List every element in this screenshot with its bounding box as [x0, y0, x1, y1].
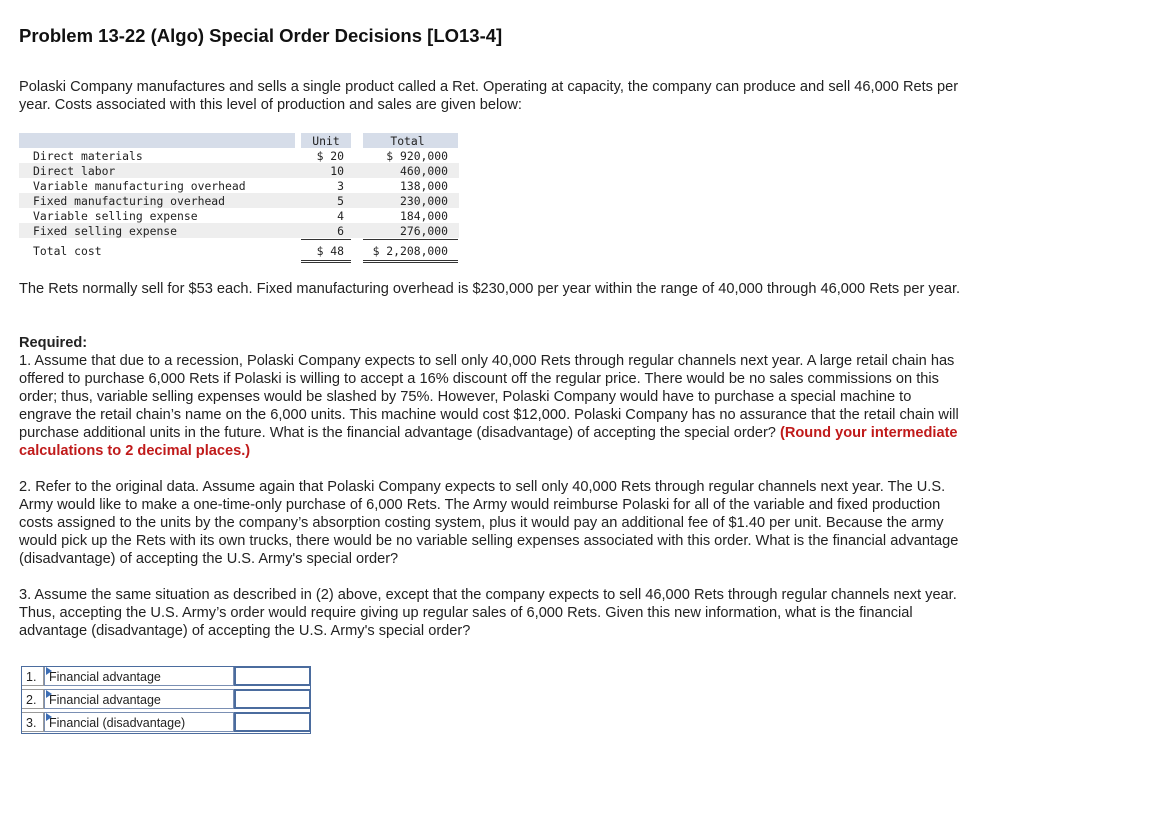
table-row [19, 148, 459, 163]
row-unit: $ 20 [316, 149, 344, 163]
row-label: Variable selling expense [33, 209, 198, 223]
answer-label-dropdown[interactable]: Financial (disadvantage) [44, 712, 234, 732]
row-total: 184,000 [399, 209, 448, 223]
row-unit: 6 [337, 224, 344, 238]
marker-arrow-icon [46, 667, 52, 675]
requirement-2: 2. Refer to the original data. Assume again that Polaski Company expects to sell only 40,000 Rets through regular channels next year. The U.S. Army would like to make a one-time-only purchase of 6,000 Rets. The Army would reimburse Polaski for all of the variable and fixed production costs assigned to the units by the company’s absorption costing system, plus it would pay an additional fee of $1.40 per unit. Because the army would pick up the Rets with its own trucks, there would be no variable selling expenses associated with this order. What is the financial advantage (disadvantage) of accepting the U.S. Army's special order? [19, 479, 959, 567]
row-total: $ 920,000 [386, 149, 448, 163]
page-title: Problem 13-22 (Algo) Special Order Decisions [LO13-4] [19, 25, 503, 46]
answer-label-dropdown[interactable]: Financial advantage [44, 689, 234, 709]
answer-input[interactable] [234, 689, 311, 709]
row-total: 276,000 [399, 224, 448, 238]
requirement-3: 3. Assume the same situation as described in (2) above, except that the company expects to sell 46,000 Rets through regular channels next year. Thus, accepting the U.S. Army’s order would require giving up regular sales of 6,000 Rets. Given this new information, what is the financial advantage (disadvantage) of accepting the U.S. Army's special order? [19, 587, 957, 639]
answer-number: 3. [21, 712, 44, 732]
row-label: Direct materials [33, 149, 143, 163]
row-total: 138,000 [399, 179, 448, 193]
total-unit: $ 48 [316, 244, 344, 258]
row-total: 460,000 [399, 164, 448, 178]
row-unit: 5 [337, 194, 344, 208]
total-label: Total cost [33, 244, 102, 258]
marker-arrow-icon [46, 690, 52, 698]
row-label: Fixed selling expense [33, 224, 178, 238]
double-rule-unit-1 [301, 260, 351, 261]
table-row [19, 223, 459, 238]
table-row [19, 193, 459, 208]
row-unit: 3 [337, 179, 344, 193]
answer-input[interactable] [234, 666, 311, 686]
required-label: Required: [19, 335, 88, 351]
table-row [19, 163, 459, 178]
subtotal-rule-total [363, 239, 458, 240]
row-label: Fixed manufacturing overhead [33, 194, 226, 208]
table-row [19, 208, 459, 223]
subtotal-rule-unit [301, 239, 351, 240]
header-total: Total [390, 134, 425, 148]
intro-paragraph: Polaski Company manufactures and sells a single product called a Ret. Operating at capacity, the company can produce and sell 46,000 Rets per year. Costs associated with this level of production and sales are given below: [19, 79, 959, 113]
double-rule-total-1 [363, 260, 458, 261]
row-total: 230,000 [399, 194, 448, 208]
normal-price-paragraph: The Rets normally sell for $53 each. Fixed manufacturing overhead is $230,000 per year within the range of 40,000 through 46,000 Rets per year. [19, 281, 961, 297]
answer-number: 2. [21, 689, 44, 709]
required-block [19, 334, 964, 460]
row-unit: 10 [330, 164, 344, 178]
requirement-1: 1. Assume that due to a recession, Polaski Company expects to sell only 40,000 Rets through regular channels next year. A large retail chain has offered to purchase 6,000 Rets if Polaski is willing to accept a 16% discount off the regular price. There would be no sales commissions on this order; thus, variable selling expenses would be slashed by 75%. However, Polaski Company would have to purchase a special machine to engrave the retail chain’s name on the 6,000 units. This machine would cost $12,000. Polaski Company has no assurance that the retail chain will purchase additional units in the future. What is the financial advantage (disadvantage) of accepting the special order? (Round your intermediate calculations to 2 decimal places.) [19, 353, 959, 459]
total-row [19, 243, 459, 258]
answer-label-dropdown[interactable]: Financial advantage [44, 666, 234, 686]
double-rule-total-2 [363, 262, 458, 263]
header-band-label [19, 133, 295, 148]
row-label: Variable manufacturing overhead [33, 179, 246, 193]
total-total: $ 2,208,000 [372, 244, 448, 258]
header-unit: Unit [312, 134, 340, 148]
row-label: Direct labor [33, 164, 116, 178]
table-row [19, 178, 459, 193]
double-rule-unit-2 [301, 262, 351, 263]
answer-number: 1. [21, 666, 44, 686]
rounding-note: (Round your intermediate calculations to 2 decimal places.) [19, 425, 958, 459]
row-unit: 4 [337, 209, 344, 223]
answer-input[interactable] [234, 712, 311, 732]
marker-arrow-icon [46, 713, 52, 721]
